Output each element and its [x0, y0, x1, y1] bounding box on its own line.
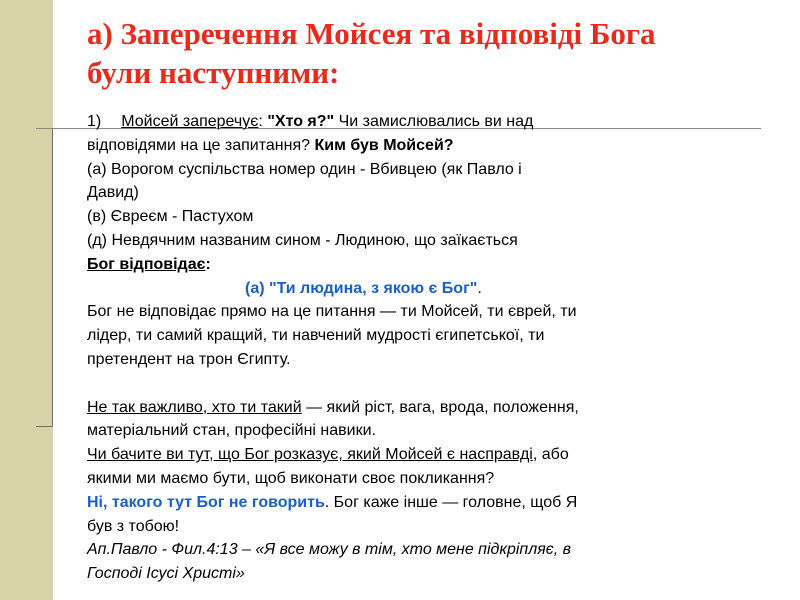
- para3-rest: , або: [532, 446, 569, 464]
- item1-question: "Хто я?": [267, 113, 335, 130]
- slide-title: [87, 14, 787, 92]
- para3-underlined: Чи бачите ви тут, що Бог розказує, який Мойсей є насправді: [87, 446, 533, 464]
- god-answer-quote: (а) "Ти людина, з якою є Бог": [245, 279, 478, 297]
- para4-line-2: був з тобою!: [87, 517, 180, 535]
- god-answers-label: Бог відповідає: [87, 255, 206, 273]
- item1-label: Мойсей заперечує: [121, 113, 259, 130]
- left-tick-divider: [36, 426, 53, 427]
- para3-line-1: [87, 443, 727, 467]
- para1-line-3: претендент на трон Єгипту.: [87, 350, 291, 368]
- para2-line-2: матеріальний стан, професійні навики.: [87, 422, 376, 440]
- item1-colon: :: [258, 113, 263, 130]
- para2-rest: — який ріст, вага, врода, положення,: [301, 398, 579, 416]
- para4-bold: Ні, такого тут Бог не говорить: [87, 493, 325, 511]
- para2-line-1: [87, 396, 727, 420]
- para2-underlined: Не так важливо, хто ти такий: [87, 398, 302, 416]
- citation-line-2: Господі Ісусі Христі»: [87, 565, 245, 583]
- vertical-divider: [52, 128, 53, 426]
- option-v: (в) Євреєм - Пастухом: [87, 208, 254, 226]
- god-answer: [87, 277, 727, 301]
- para1-line-2: лідер, ти самий кращий, ти навчений мудрості єгипетської, ти: [87, 327, 545, 345]
- decorative-side-bar: [0, 0, 53, 600]
- para1-line-1: Бог не відповідає прямо на це питання — ти Мойсей, ти єврей, ти: [87, 303, 577, 321]
- para3-line-2: якими ми маємо бути, щоб виконати своє покликання?: [87, 469, 495, 487]
- god-answers-heading: [87, 253, 727, 277]
- item1-text-b: відповідями на це запитання?: [87, 136, 315, 154]
- god-answer-end: .: [477, 279, 482, 297]
- para4-rest: . Бог каже інше — головне, щоб Я: [324, 493, 578, 511]
- item1-number: 1): [87, 113, 102, 130]
- title-line-1: а) Заперечення Мойсея та відповіді Бога: [87, 16, 656, 51]
- blank-line: [87, 372, 727, 396]
- item1-who: Ким був Мойсей?: [314, 136, 454, 154]
- god-answers-colon: :: [205, 255, 211, 273]
- option-d: (д) Невдячним названим сином - Людиною, що заїкається: [87, 231, 518, 249]
- option-a-line-2: Давид): [87, 184, 139, 202]
- para4-line-1: [87, 491, 727, 515]
- title-line-2: були наступними:: [87, 55, 340, 90]
- slide-body: [87, 110, 727, 586]
- item1-line-1: [87, 110, 727, 134]
- option-a-line-1: (а) Ворогом суспільства номер один - Вбивцею (як Павло і: [87, 160, 522, 178]
- item1-line-2: [87, 134, 727, 158]
- citation-line-1: Ап.Павло - Фил.4:13 – «Я все можу в тім, хто мене підкріпляє, в: [87, 541, 571, 559]
- item1-text-a: Чи замислювались ви над: [334, 113, 534, 130]
